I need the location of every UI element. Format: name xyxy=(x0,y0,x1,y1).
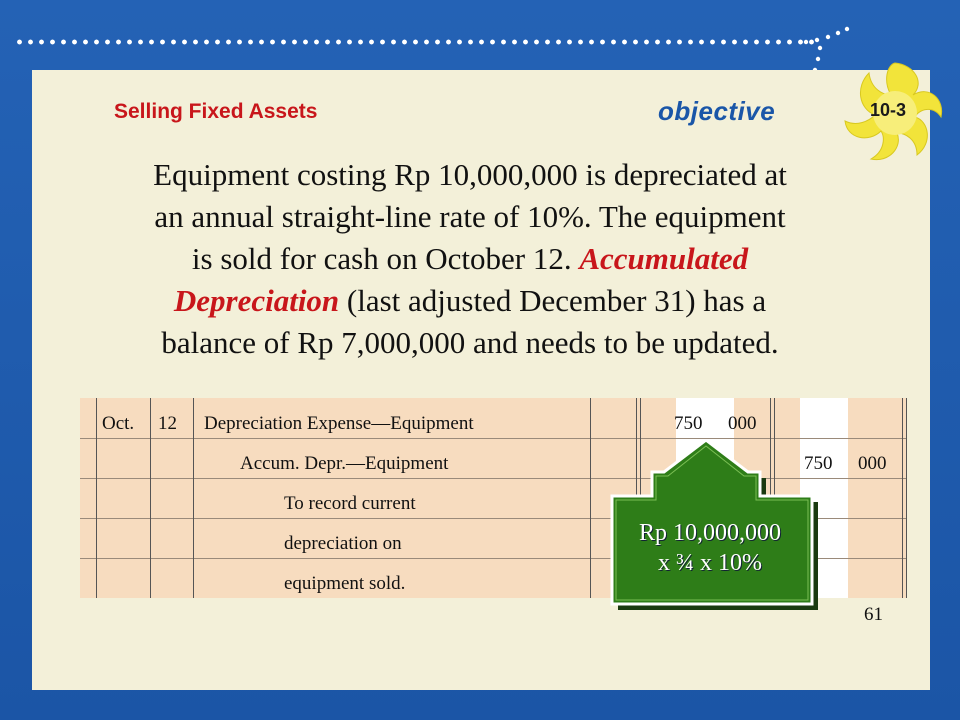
journal-month: Oct. xyxy=(102,413,135,434)
objective-number: 10-3 xyxy=(870,100,907,120)
problem-line: balance of Rp 7,000,000 and needs to be updated. xyxy=(161,325,779,360)
credit-amount: 000 xyxy=(858,453,887,474)
objective-label: objective xyxy=(658,96,776,126)
problem-line xyxy=(70,280,870,322)
dotted-border-decoration xyxy=(14,38,814,46)
table-row-line xyxy=(80,438,906,439)
journal-explanation: depreciation on xyxy=(284,533,402,554)
problem-text: (last adjusted December 31) has a xyxy=(339,283,767,318)
column-divider xyxy=(590,398,591,598)
problem-text: is sold for cash on October 12. xyxy=(191,241,580,276)
problem-line xyxy=(70,238,870,280)
callout-text xyxy=(606,518,814,578)
column-divider xyxy=(193,398,194,598)
journal-account: Accum. Depr.—Equipment xyxy=(240,453,449,474)
column-divider xyxy=(902,398,903,598)
journal-explanation: To record current xyxy=(284,493,416,514)
column-divider xyxy=(96,398,97,598)
slide-title: Selling Fixed Assets xyxy=(114,100,318,123)
problem-line: Equipment costing Rp 10,000,000 is depreciated at xyxy=(153,157,787,192)
emphasis-text: Depreciation xyxy=(173,283,340,318)
callout-line: Rp 10,000,000 xyxy=(638,520,781,546)
problem-line: an annual straight-line rate of 10%. The equipment xyxy=(154,199,786,234)
page-number: 61 xyxy=(864,604,883,625)
journal-explanation: equipment sold. xyxy=(284,573,406,594)
journal-account: Depreciation Expense—Equipment xyxy=(204,413,474,434)
emphasis-text: Accumulated xyxy=(579,241,749,276)
column-divider xyxy=(150,398,151,598)
problem-statement xyxy=(70,154,870,364)
credit-amount: 750 xyxy=(804,453,833,474)
debit-amount: 750 xyxy=(674,413,703,434)
journal-day: 12 xyxy=(158,413,177,434)
debit-amount: 000 xyxy=(728,413,757,434)
column-divider xyxy=(906,398,907,598)
callout-line: x ¾ x 10% xyxy=(658,550,762,576)
